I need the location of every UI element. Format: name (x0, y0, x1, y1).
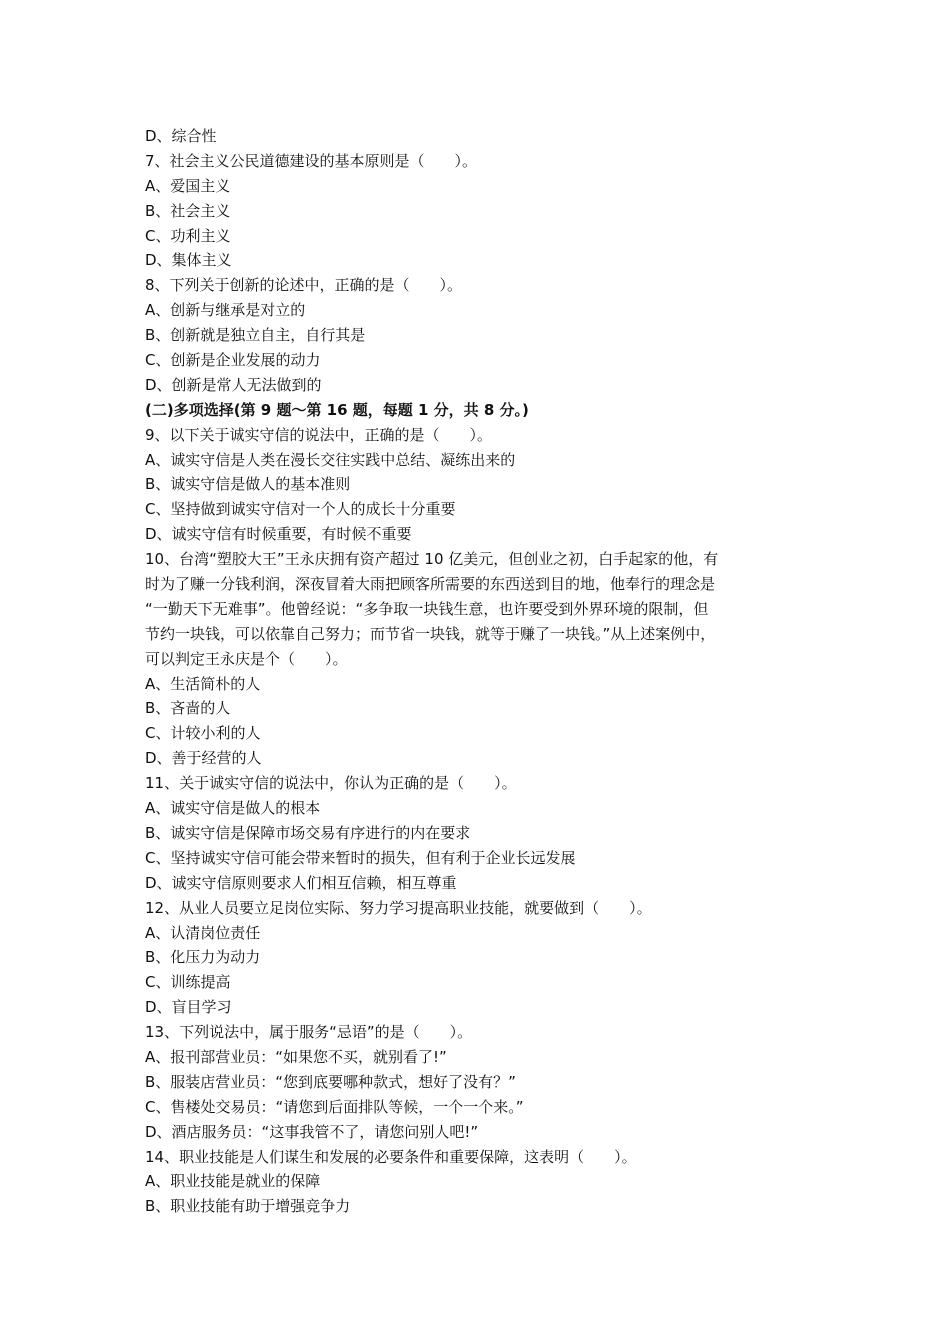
question-10-line: 10、台湾“塑胶大王”王永庆拥有资产超过 10 亿美元，但创业之初，白手起家的他，有 (145, 550, 719, 569)
option-line: C、创新是企业发展的动力 (145, 351, 321, 370)
option-line: A、生活简朴的人 (145, 674, 261, 693)
option-line: D、综合性 (145, 127, 217, 145)
option-line: D、酒店服务员：“这事我管不了，请您问别人吧!” (145, 1122, 479, 1141)
option-line: B、创新就是独立自主，自行其是 (145, 326, 366, 345)
option-line: D、创新是常人无法做到的 (145, 375, 322, 394)
option-line: A、报刊部营业员：“如果您不买，就别看了!” (145, 1047, 447, 1066)
option-line: B、诚实守信是做人的基本准则 (145, 475, 351, 494)
option-line: A、职业技能是就业的保障 (145, 1172, 321, 1191)
option-line: D、诚实守信有时候重要，有时候不重要 (145, 525, 412, 544)
option-line: A、认清岗位责任 (145, 923, 261, 942)
option-line: C、坚持做到诚实守信对一个人的成长十分重要 (145, 500, 456, 519)
option-line: B、职业技能有助于增强竞争力 (145, 1197, 351, 1216)
option-line: B、吝啬的人 (145, 699, 231, 718)
section-heading: (二)多项选择(第 9 题～第 16 题，每题 1 分，共 8 分。) (145, 400, 529, 419)
option-line: C、计较小利的人 (145, 724, 261, 743)
question-10-line: 时为了赚一分钱利润，深夜冒着大雨把顾客所需要的东西送到目的地，他奉行的理念是 (145, 575, 716, 594)
option-line: B、社会主义 (145, 201, 231, 220)
question-9: 9、以下关于诚实守信的说法中，正确的是（ ）。 (145, 425, 493, 444)
option-line: D、盲目学习 (145, 998, 232, 1017)
question-8: 8、下列关于创新的论述中，正确的是（ ）。 (145, 276, 463, 295)
option-line: C、功利主义 (145, 226, 231, 245)
document-body (145, 124, 805, 1219)
question-13: 13、下列说法中，属于服务“忌语”的是（ ）。 (145, 1023, 473, 1042)
option-line: A、诚实守信是人类在漫长交往实践中总结、凝练出来的 (145, 450, 516, 469)
question-10-line: 可以判定王永庆是个（ ）。 (145, 649, 348, 668)
question-11: 11、关于诚实守信的说法中，你认为正确的是（ ）。 (145, 774, 517, 793)
option-line: B、服装店营业员：“您到底要哪种款式，想好了没有？” (145, 1072, 516, 1091)
option-line: A、创新与继承是对立的 (145, 301, 306, 320)
option-line: B、诚实守信是保障市场交易有序进行的内在要求 (145, 823, 471, 842)
option-line: D、善于经营的人 (145, 749, 262, 768)
question-10-line: “一勤天下无难事”。他曾经说：“多争取一块钱生意，也许要受到外界环境的限制，但 (145, 599, 709, 618)
option-line: A、诚实守信是做人的根本 (145, 799, 321, 818)
option-line: C、坚持诚实守信可能会带来暂时的损失，但有利于企业长远发展 (145, 848, 576, 867)
option-line: C、售楼处交易员：“请您到后面排队等候，一个一个来。” (145, 1097, 524, 1116)
question-12: 12、从业人员要立足岗位实际、努力学习提高职业技能，就要做到（ ）。 (145, 898, 652, 917)
question-10-line: 节约一块钱，可以依靠自己努力；而节省一块钱，就等于赚了一块钱。”从上述案例中， (145, 624, 716, 643)
option-line: C、训练提高 (145, 973, 231, 992)
option-line: B、化压力为动力 (145, 948, 261, 967)
question-7: 7、社会主义公民道德建设的基本原则是（ ）。 (145, 151, 478, 170)
option-line: D、集体主义 (145, 251, 232, 270)
option-line: A、爱国主义 (145, 176, 231, 195)
question-14: 14、职业技能是人们谋生和发展的必要条件和重要保障，这表明（ ）。 (145, 1147, 637, 1166)
option-line: D、诚实守信原则要求人们相互信赖，相互尊重 (145, 873, 457, 892)
